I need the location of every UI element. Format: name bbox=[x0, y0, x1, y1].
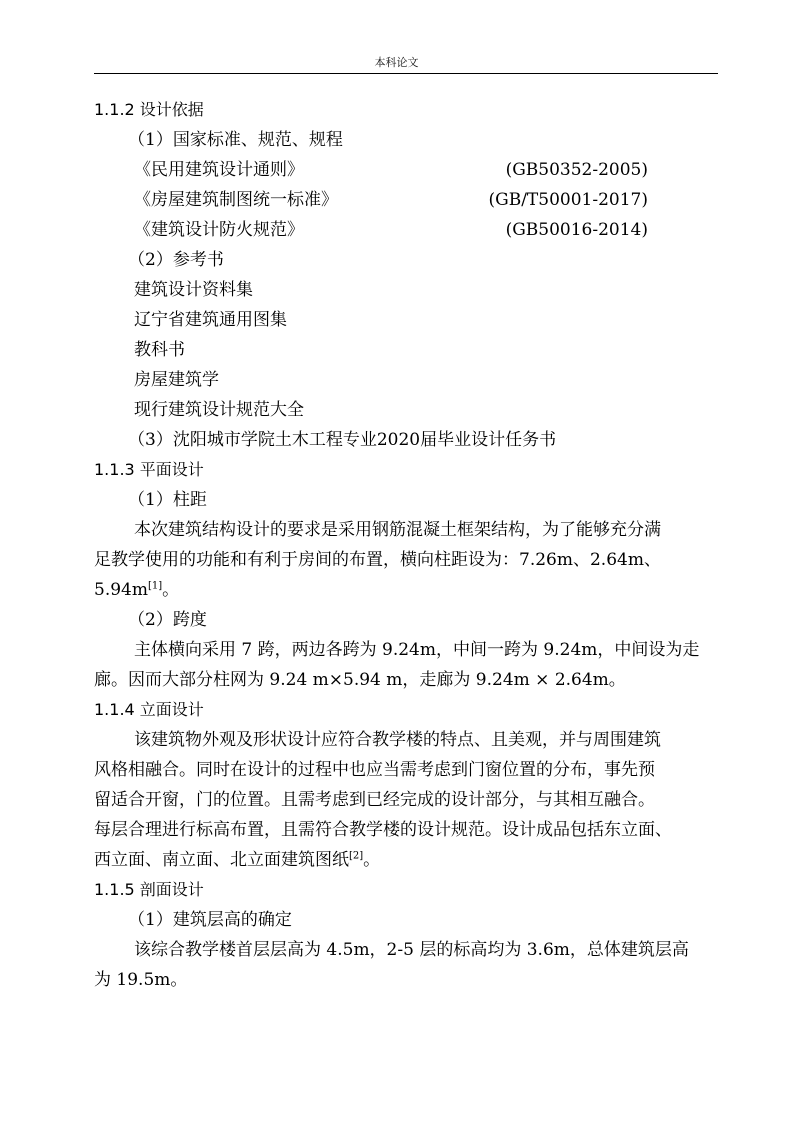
header-rule bbox=[94, 73, 718, 74]
section-heading-1-1-4: 1.1.4 立面设计 bbox=[94, 700, 204, 719]
section-heading-1-1-3: 1.1.3 平面设计 bbox=[94, 460, 204, 479]
book-item: 辽宁省建筑通用图集 bbox=[134, 310, 287, 330]
paragraph-line: 留适合开窗，门的位置。且需考虑到已经完成的设计部分，与其相互融合。 bbox=[94, 790, 655, 810]
paragraph-line: 足教学使用的功能和有利于房间的布置，横向柱距设为：7.26m、2.64m、 bbox=[94, 550, 661, 570]
section-heading-1-1-2: 1.1.2 设计依据 bbox=[94, 100, 204, 119]
reference-title: 《民用建筑设计通则》 bbox=[134, 160, 304, 180]
reference-row bbox=[94, 215, 648, 245]
paragraph-line: 该综合教学楼首层层高为 4.5m，2-5 层的标高均为 3.6m，总体建筑层高 bbox=[134, 940, 689, 960]
document-body bbox=[94, 95, 718, 995]
reference-title: 《建筑设计防火规范》 bbox=[134, 220, 304, 240]
reference-code: (GB/T50001-2017) bbox=[488, 190, 648, 210]
reference-code: (GB50016-2014) bbox=[505, 220, 648, 240]
reference-title: 《房屋建筑制图统一标准》 bbox=[134, 190, 338, 210]
paragraph-line: 主体横向采用 7 跨，两边各跨为 9.24m，中间一跨为 9.24m，中间设为走 bbox=[134, 640, 700, 660]
paragraph-line: 该建筑物外观及形状设计应符合教学楼的特点、且美观，并与周围建筑 bbox=[134, 730, 661, 750]
paragraph-line bbox=[94, 575, 718, 605]
paragraph-line: 为 19.5m。 bbox=[94, 970, 188, 990]
paragraph-line: 本次建筑结构设计的要求是采用钢筋混凝土框架结构，为了能够充分满 bbox=[134, 520, 661, 540]
book-item: 建筑设计资料集 bbox=[134, 280, 253, 300]
book-item: 教科书 bbox=[134, 340, 185, 360]
book-item: 现行建筑设计规范大全 bbox=[134, 400, 304, 420]
paragraph-line: 廊。因而大部分柱网为 9.24 m×5.94 m，走廊为 9.24m × 2.64m。 bbox=[94, 670, 626, 690]
reference-row bbox=[94, 155, 648, 185]
list-item-standards: （1）国家标准、规范、规程 bbox=[128, 130, 343, 150]
paragraph-text: 5.94m bbox=[94, 580, 148, 600]
book-item: 房屋建筑学 bbox=[134, 370, 219, 390]
paragraph-text: 。 bbox=[162, 580, 180, 600]
reference-row bbox=[94, 185, 648, 215]
citation-superscript: [1] bbox=[147, 580, 163, 592]
list-item-reference-books: （2）参考书 bbox=[128, 250, 224, 270]
paragraph-text: 。 bbox=[363, 850, 381, 870]
running-header: 本科论文 bbox=[374, 56, 419, 69]
subheading-column-spacing: （1）柱距 bbox=[128, 490, 207, 510]
paragraph-text: 西立面、南立面、北立面建筑图纸 bbox=[94, 850, 349, 870]
reference-code: (GB50352-2005) bbox=[505, 160, 648, 180]
subheading-floor-height: （1）建筑层高的确定 bbox=[128, 910, 292, 930]
section-heading-1-1-5: 1.1.5 剖面设计 bbox=[94, 880, 204, 899]
paragraph-line: 每层合理进行标高布置，且需符合教学楼的设计规范。设计成品包括东立面、 bbox=[94, 820, 672, 840]
list-item-task-book: （3）沈阳城市学院土木工程专业2020届毕业设计任务书 bbox=[128, 430, 557, 450]
paragraph-line: 风格相融合。同时在设计的过程中也应当需考虑到门窗位置的分布，事先预 bbox=[94, 760, 655, 780]
subheading-span: （2）跨度 bbox=[128, 610, 207, 630]
paragraph-line bbox=[94, 845, 718, 875]
citation-superscript: [2] bbox=[349, 850, 364, 862]
